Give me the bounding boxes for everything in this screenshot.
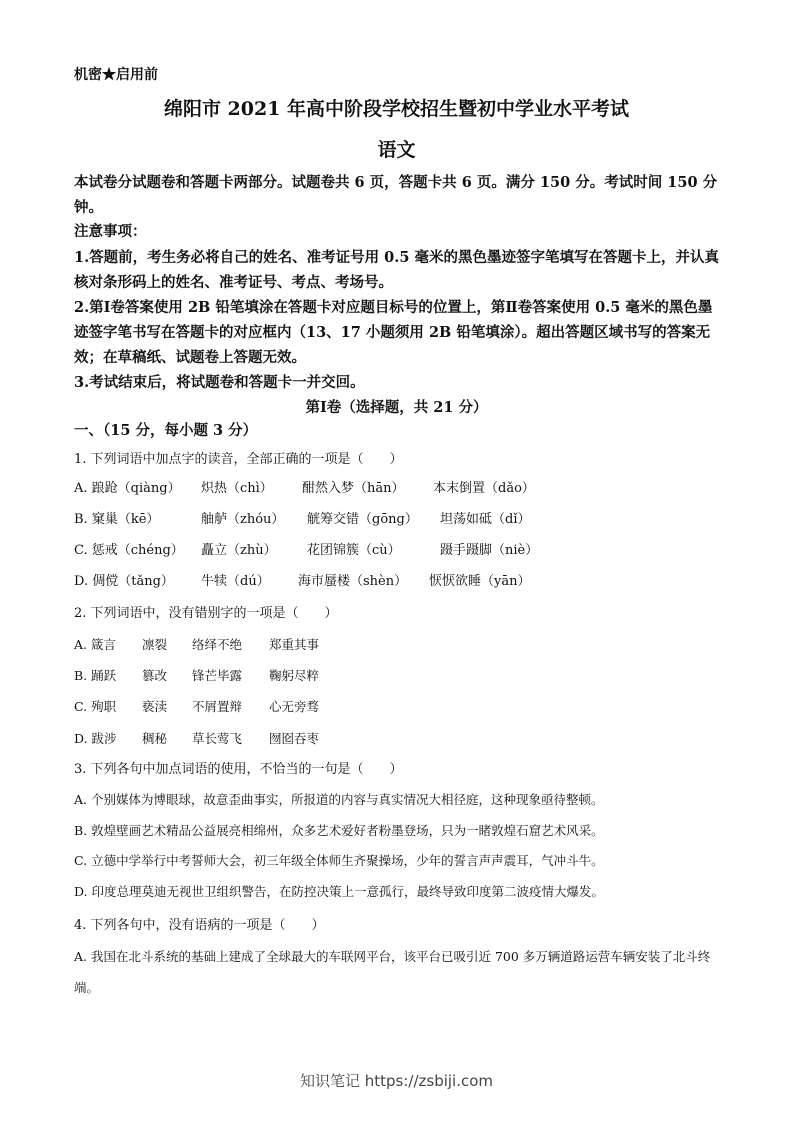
q3-option-c: C. 立德中学举行中考誓师大会，初三年级全体师生齐聚操场，少年的誓言声声震耳，气冲斗牛。: [74, 853, 604, 868]
q2-b-4: 鞠躬尽粹: [269, 668, 320, 683]
q1-a-1: A. 踉跄（qiàng）: [74, 481, 181, 496]
subject-title: 语文: [377, 139, 416, 161]
q2-a-2: 凛裂: [142, 637, 168, 652]
q3-option-b: B. 敦煌壁画艺术精品公益展亮相绵州，众多艺术爱好者粉墨登场，只为一睹敦煌石窟艺术风采。: [74, 823, 604, 838]
question-3-stem: 3. 下列各句中加点词语的使用，不恰当的一句是（ ）: [74, 762, 403, 777]
q1-c-3: 花团锦簇（cù）: [307, 543, 401, 558]
footer-watermark: 知识笔记 https://zsbiji.com: [299, 1072, 494, 1090]
q1-c-4: 蹑手蹑脚（niè）: [440, 543, 539, 558]
q1-d-2: 牛犊（dú）: [201, 574, 270, 589]
q1-b-3: 觥筹交错（gōng）: [307, 512, 418, 527]
question-2-stem: 2. 下列词语中，没有错别字的一项是（ ）: [74, 606, 338, 621]
q2-d-4: 囫囵吞枣: [269, 731, 320, 746]
q2-c-3: 不屑置辩: [192, 699, 243, 714]
q2-a-4: 郑重其事: [269, 637, 320, 652]
q1-c-2: 矗立（zhù）: [201, 543, 277, 558]
note-item-2: 2.第Ⅰ卷答案使用 2B 铅笔填涂在答题卡对应题目标号的位置上，第Ⅱ卷答案使用 0.5 毫米的黑色墨迹签字笔书写在答题卡的对应框内（13、17 小题须用 2B 铅笔填涂）。超出答题区域书写的答案无效；在草稿纸、试题卷上答题无效。: [74, 299, 713, 366]
section1-heading: 一、（15 分，每小题 3 分）: [74, 422, 258, 439]
q2-b-3: 锋芒毕露: [192, 668, 243, 683]
q1-d-1: D. 倜傥（tǎng）: [74, 574, 174, 589]
q1-a-3: 酣然入梦（hān）: [302, 481, 405, 496]
q1-b-1: B. 窠巢（kē）: [74, 512, 160, 527]
q1-a-2: 炽热（chì）: [201, 481, 273, 496]
intro-text: 本试卷分试题卷和答题卡两部分。试题卷共 6 页，答题卡共 6 页。满分 150 分。考试时间 150 分钟。: [74, 174, 718, 216]
notes-title: 注意事项：: [74, 223, 147, 240]
exam-title: 绵阳市 2021 年高中阶段学校招生暨初中学业水平考试: [163, 98, 630, 120]
q1-b-4: 坦荡如砥（dǐ）: [440, 512, 531, 527]
q2-c-2: 亵渎: [142, 699, 168, 714]
q3-option-a: A. 个别媒体为博眼球，故意歪曲事实，所报道的内容与真实情况大相径庭，这种现象亟待整顿。: [74, 792, 604, 807]
q2-c-1: C. 殉职: [74, 699, 117, 714]
q2-a-3: 络绎不绝: [192, 637, 243, 652]
q3-option-d: D. 印度总理莫迪无视世卫组织警告，在防控决策上一意孤行，最终导致印度第二波疫情大爆发。: [74, 884, 605, 899]
question-4-stem: 4. 下列各句中，没有语病的一项是（ ）: [74, 918, 325, 933]
q1-d-3: 海市蜃楼（shèn）: [298, 574, 408, 589]
q2-d-2: 稠秘: [142, 731, 168, 746]
note-item-3: 3.考试结束后，将试题卷和答题卡一并交回。: [74, 374, 365, 391]
q1-b-2: 舳舻（zhóu）: [201, 512, 285, 527]
q1-d-4: 恹恹欲睡（yān）: [429, 574, 531, 589]
q2-c-4: 心无旁骛: [269, 699, 320, 714]
q1-a-4: 本末倒置（dǎo）: [433, 481, 535, 496]
part1-heading: 第Ⅰ卷（选择题，共 21 分）: [305, 399, 488, 416]
q2-d-3: 草长莺飞: [192, 731, 243, 746]
q2-d-1: D. 跋涉: [74, 731, 117, 746]
question-1-stem: 1. 下列词语中加点字的读音，全部正确的一项是（ ）: [74, 452, 403, 467]
q4-option-a: A. 我国在北斗系统的基础上建成了全球最大的车联网平台，该平台已吸引近 700 多万辆道路运营车辆安装了北斗终端。: [74, 949, 711, 995]
q1-c-1: C. 惩戒（chéng）: [74, 543, 184, 558]
confidential-label: 机密★启用前: [74, 67, 158, 83]
note-item-1: 1.答题前，考生务必将自己的姓名、准考证号用 0.5 毫米的黑色墨迹签字笔填写在答题卡上，并认真核对条形码上的姓名、准考证号、考点、考场号。: [74, 249, 719, 291]
q2-b-2: 篡改: [142, 668, 168, 683]
q2-a-1: A. 箴言: [74, 637, 116, 652]
q2-b-1: B. 踊跃: [74, 668, 117, 683]
